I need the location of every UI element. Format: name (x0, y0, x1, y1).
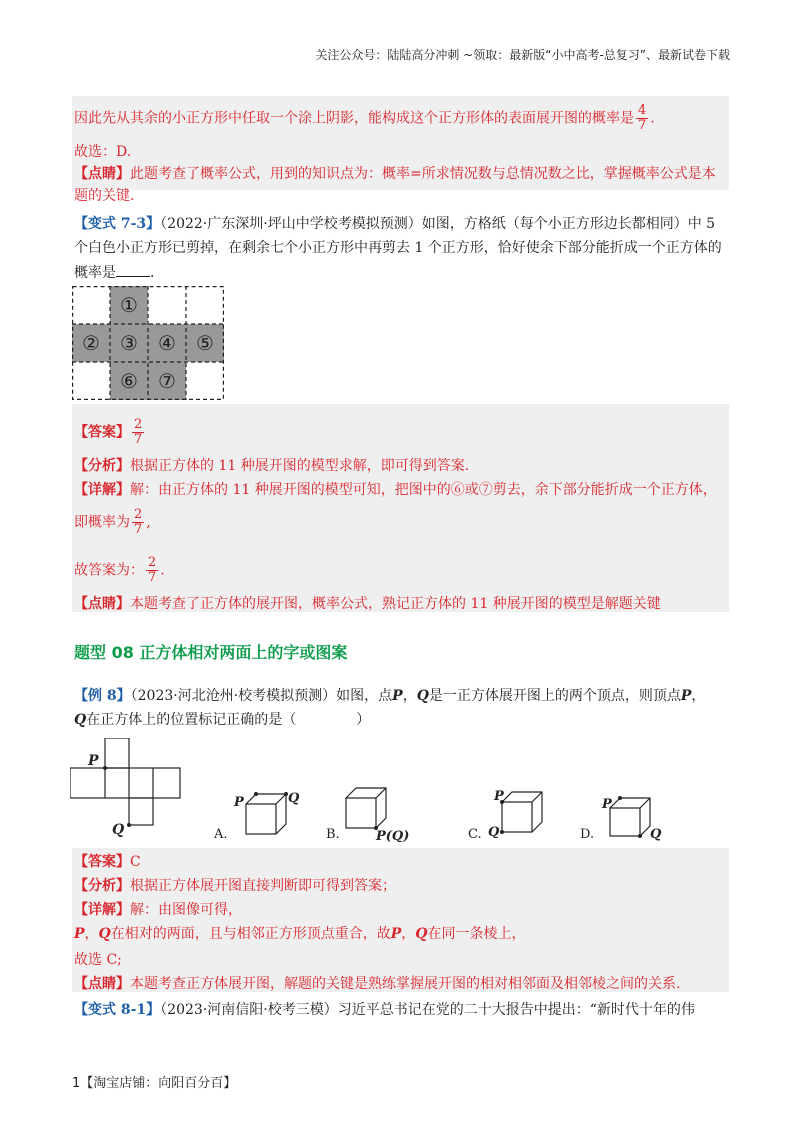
option-c-letter: C. (468, 827, 482, 842)
solution-text: 因此先从其余的小正方形中任取一个涂上阴影，能构成这个正方形体的表面展开图的概率是 (74, 110, 634, 127)
fraction: $\frac{2}{7}$ (134, 507, 143, 537)
fraction: $\frac{2}{7}$ (134, 417, 143, 447)
opt-a-p: P (234, 795, 244, 810)
opt-d-q: Q (650, 827, 662, 842)
comment-line-2: 题的关键. (74, 188, 135, 204)
opt-c-q: Q (488, 825, 500, 838)
opt-d-p: P (602, 797, 612, 812)
grid-label-3: ③ (120, 331, 138, 355)
solution-shade-2 (72, 404, 729, 612)
grid-label-1: ① (120, 293, 138, 317)
grid-label-2: ② (82, 331, 100, 355)
variant-7-3-line3: 概率是 . (74, 262, 154, 283)
answer-line: 【答案】C (74, 854, 141, 870)
detail-line-2: 即概率为 $\frac{2}{7}$ , (74, 507, 151, 537)
grid-label-4: ④ (158, 331, 176, 355)
option-b-letter: B. (326, 827, 340, 842)
page-footer: 1【淘宝店铺：向阳百分百】 (72, 1076, 237, 1091)
variant-8-1-line: 【变式 8-1】（2023·河南信阳·校考三模）习近平总书记在党的二十大报告中提出：“新时代十年的伟 (74, 1002, 695, 1018)
opt-a-q: Q (288, 791, 300, 806)
analysis-line: 【分析】根据正方体的 11 种展开图的模型求解，即可得到答案. (74, 458, 470, 474)
example-8-line2: Q在正方体上的位置标记正确的是（ ） (74, 712, 371, 728)
fraction: $\frac{2}{7}$ (148, 555, 157, 585)
variant-7-3-line1: 【变式 7-3】（2022·广东深圳·坪山中学校考模拟预测）如图，方格纸（每个小正方形边长都相同）中 5 (74, 216, 716, 232)
example-8-line1: 【例 8】（2023·河北沧州·校考模拟预测）如图，点P，Q是一正方体展开图上的两个顶点，则顶点P， (74, 688, 706, 704)
detail-line-2: P，Q在相对的两面，且与相邻正方形顶点重合，故P，Q在同一条棱上， (74, 926, 526, 942)
analysis-line: 【分析】根据正方体展开图直接判断即可得到答案； (74, 878, 396, 894)
solution-line: 因此先从其余的小正方形中任取一个涂上阴影，能构成这个正方形体的表面展开图的概率是 $\frac{4}{7}$ . (74, 103, 655, 133)
option-a-letter: A. (214, 827, 228, 842)
option-d-letter: D. (580, 827, 595, 842)
net-label-q: Q (112, 822, 125, 838)
final-answer-line: 故答案为： $\frac{2}{7}$ . (74, 555, 165, 585)
grid-label-5: ⑤ (196, 331, 214, 355)
grid-label-6: ⑥ (120, 369, 138, 393)
comment-line: 【点睛】此题考查了概率公式，用到的知识点为：概率=所求情况数与总情况数之比，掌握概率公式是本 (74, 166, 716, 182)
net-label-p: P (88, 753, 99, 769)
choice-line: 故选：D. (74, 144, 132, 160)
detail-line: 【详解】解：由正方体的 11 种展开图的模型可知，把图中的⑥或⑦剪去，余下部分能折成一个正方体， (74, 482, 717, 498)
option-d-cube[interactable] (598, 794, 668, 842)
option-c-cube[interactable] (486, 788, 546, 838)
answer-line: 【答案】 $\frac{2}{7}$ (74, 417, 143, 447)
grid-label-7: ⑦ (158, 369, 176, 393)
variant-7-3-line2: 个白色小正方形已剪掉，在剩余七个小正方形中再剪去 1 个正方形，恰好使余下部分能折成一个正方体的 (74, 240, 722, 256)
detail-line: 【详解】解：由图像可得， (74, 902, 242, 918)
comment-line: 【点睛】本题考查正方体展开图，解题的关键是熟练掌握展开图的相对相邻面及相邻棱之间的关系. (74, 976, 681, 992)
solution-shade-3 (72, 848, 729, 992)
section-title: 题型 08 正方体相对两面上的字或图案 (74, 643, 348, 662)
opt-b-pq: P(Q) (376, 829, 410, 842)
comment-line: 【点睛】本题考查了正方体的展开图，概率公式，熟记正方体的 11 种展开图的模型是解题关键 (74, 596, 661, 612)
square-grid-figure (72, 286, 224, 400)
opt-c-p: P (494, 789, 504, 804)
cube-net-figure (70, 738, 190, 838)
option-a-cube[interactable] (232, 788, 302, 844)
answer-blank (116, 262, 150, 277)
page-header: 关注公众号：陆陆高分冲刺 ~领取：最新版“小中高考-总复习”、最新试卷下载 (315, 48, 730, 62)
option-b-cube[interactable] (342, 782, 422, 842)
choice-line: 故选 C; (74, 952, 122, 968)
fraction: $\frac{4}{7}$ (638, 103, 647, 133)
